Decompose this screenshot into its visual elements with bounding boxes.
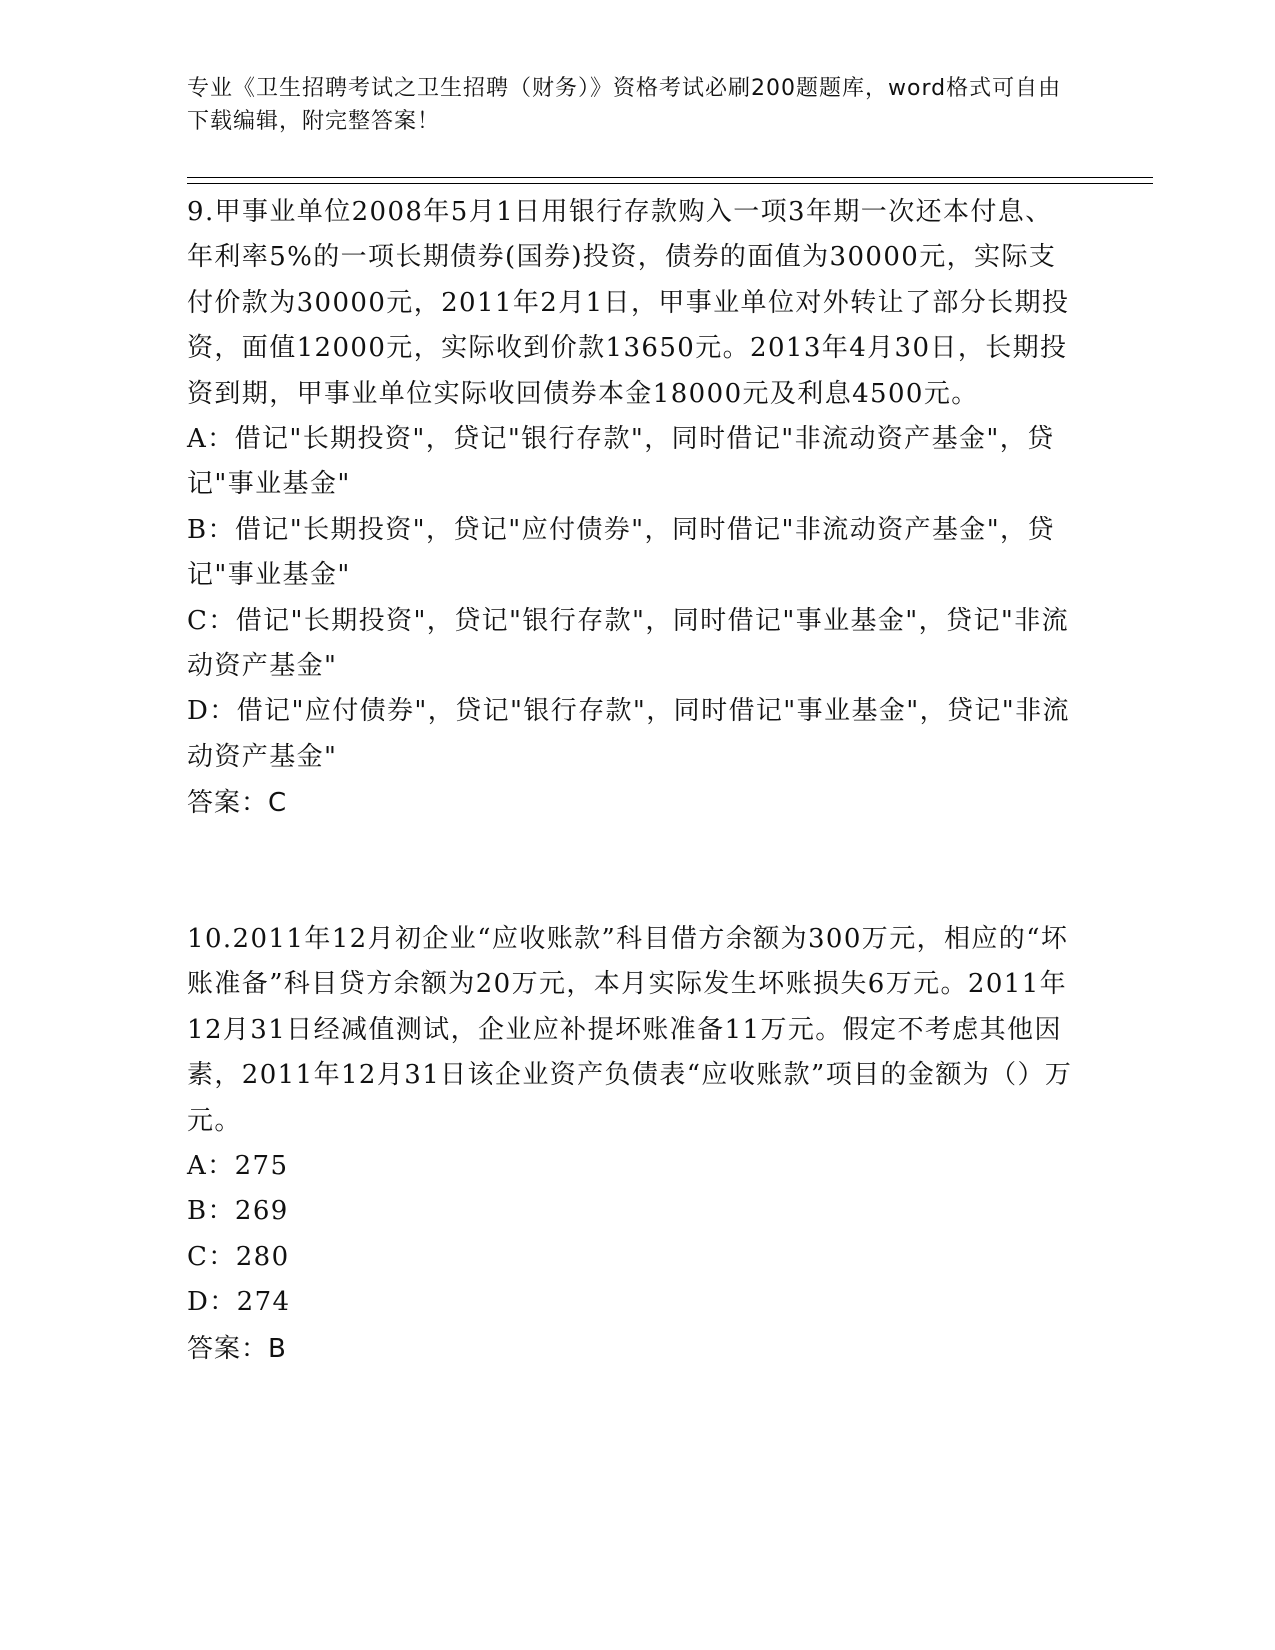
option-b: B：借记"长期投资"，贷记"应付债券"，同时借记"非流动资产基金"，贷记"事业基金" (187, 514, 1055, 591)
option-c: C：280 (187, 1241, 290, 1272)
option-a: A：275 (187, 1151, 289, 1182)
answer-label: 答案：B (187, 1333, 287, 1364)
option-a: A：借记"长期投资"，贷记"银行存款"，同时借记"非流动资产基金"，贷记"事业基金" (187, 424, 1055, 500)
option-d: D：274 (187, 1287, 291, 1318)
option-c: C：借记"长期投资"，贷记"银行存款"，同时借记"事业基金"，贷记"非流动资产基金" (187, 605, 1070, 682)
option-b: B：269 (187, 1196, 289, 1227)
option-d: D：借记"应付债券"，贷记"银行存款"，同时借记"事业基金"，贷记"非流动资产基金" (187, 696, 1070, 772)
question-stem: 9.甲事业单位2008年5月1日用银行存款购入一项3年期一次还本付息、年利率5%的一项长期债券(国券)投资，债券的面值为30000元，实际支付价款为30000元，2011年2月1日，甲事业单位对外转让了部分长期投资，面值12000元，实际收到价款13650元。2013年4月30日，长期投资到期，甲事业单位实际收回债券本金18000元及利息4500元。 (187, 197, 1070, 409)
header-double-rule (187, 177, 1153, 184)
option-list (187, 1144, 1087, 1326)
question-stem: 10.2011年12月初企业“应收账款”科目借方余额为300万元，相应的“坏账准备”科目贷方余额为20万元，本月实际发生坏账损失6万元。2011年12月31日经减值测试，企业应补提坏账准备11万元。假定不考虑其他因素，2011年12月31日该企业资产负债表“应收账款”项目的金额为（）万元。 (187, 924, 1073, 1136)
question-9 (187, 190, 1087, 826)
option-list (187, 417, 1087, 780)
page-header-title: 专业《卫生招聘考试之卫生招聘（财务）》资格考试必刷200题题库，word格式可自由下载编辑，附完整答案！ (187, 76, 1062, 134)
question-10 (187, 917, 1087, 1372)
answer-label: 答案：C (187, 788, 288, 819)
